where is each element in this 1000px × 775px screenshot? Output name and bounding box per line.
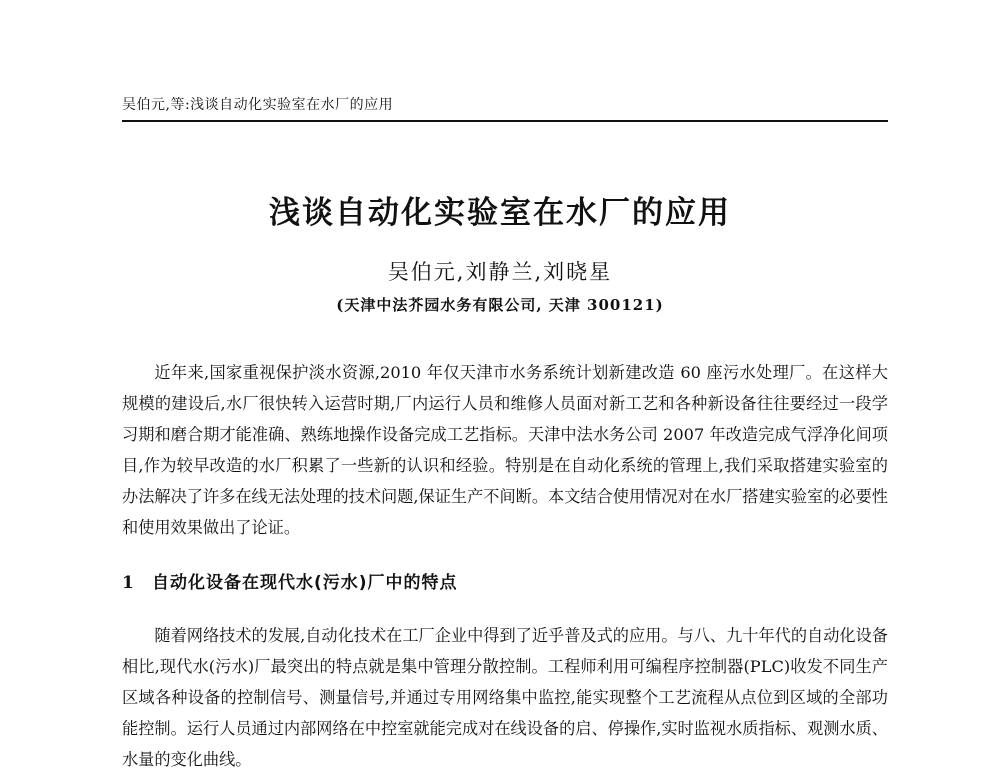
article-authors: 吴伯元,刘静兰,刘晓星 [387, 260, 613, 284]
section-title: 自动化设备在现代水(污水)厂中的特点 [152, 573, 458, 593]
section-number: 1 [122, 573, 135, 593]
section-paragraph: 随着网络技术的发展,自动化技术在工厂企业中得到了近乎普及式的应用。与八、九十年代的自动化设备相比,现代水(污水)厂最突出的特点就是集中管理分散控制。工程师利用可编程序控制器(PLC)收发不同生产区域各种设备的控制信号、测量信号,并通过专用网络集中监控,能实现整个工艺流程从点位到区域的全部功能控制。运行人员通过内部网络在中控室就能完成对在线设备的启、停操作,实时监视水质指标、观测水质、水量的变化曲线。 [122, 626, 888, 769]
section-heading [122, 568, 458, 593]
article-title: 浅谈自动化实验室在水厂的应用 [269, 195, 731, 231]
header-rule [122, 120, 888, 122]
intro-paragraph: 近年来,国家重视保护淡水资源,2010 年仅天津市水务系统计划新建改造 60 座污水处理厂。在这样大规模的建设后,水厂很快转入运营时期,厂内运行人员和维修人员面对新工艺和各种新设备往往要经过一段学习期和磨合期才能准确、熟练地操作设备完成工艺指标。天津中法水务公司 2007 年改造完成气浮净化间项目,作为较早改造的水厂积累了一些新的认识和经验。特别是在自动化系统的管理上,我们采取搭建实验室的办法解决了许多在线无法处理的技术问题,保证生产不间断。本文结合使用情况对在水厂搭建实验室的必要性和使用效果做出了论证。 [122, 363, 888, 537]
running-header: 吴伯元,等:浅谈自动化实验室在水厂的应用 [122, 97, 394, 113]
article-affiliation: (天津中法芥园水务有限公司, 天津 300121) [336, 296, 664, 314]
